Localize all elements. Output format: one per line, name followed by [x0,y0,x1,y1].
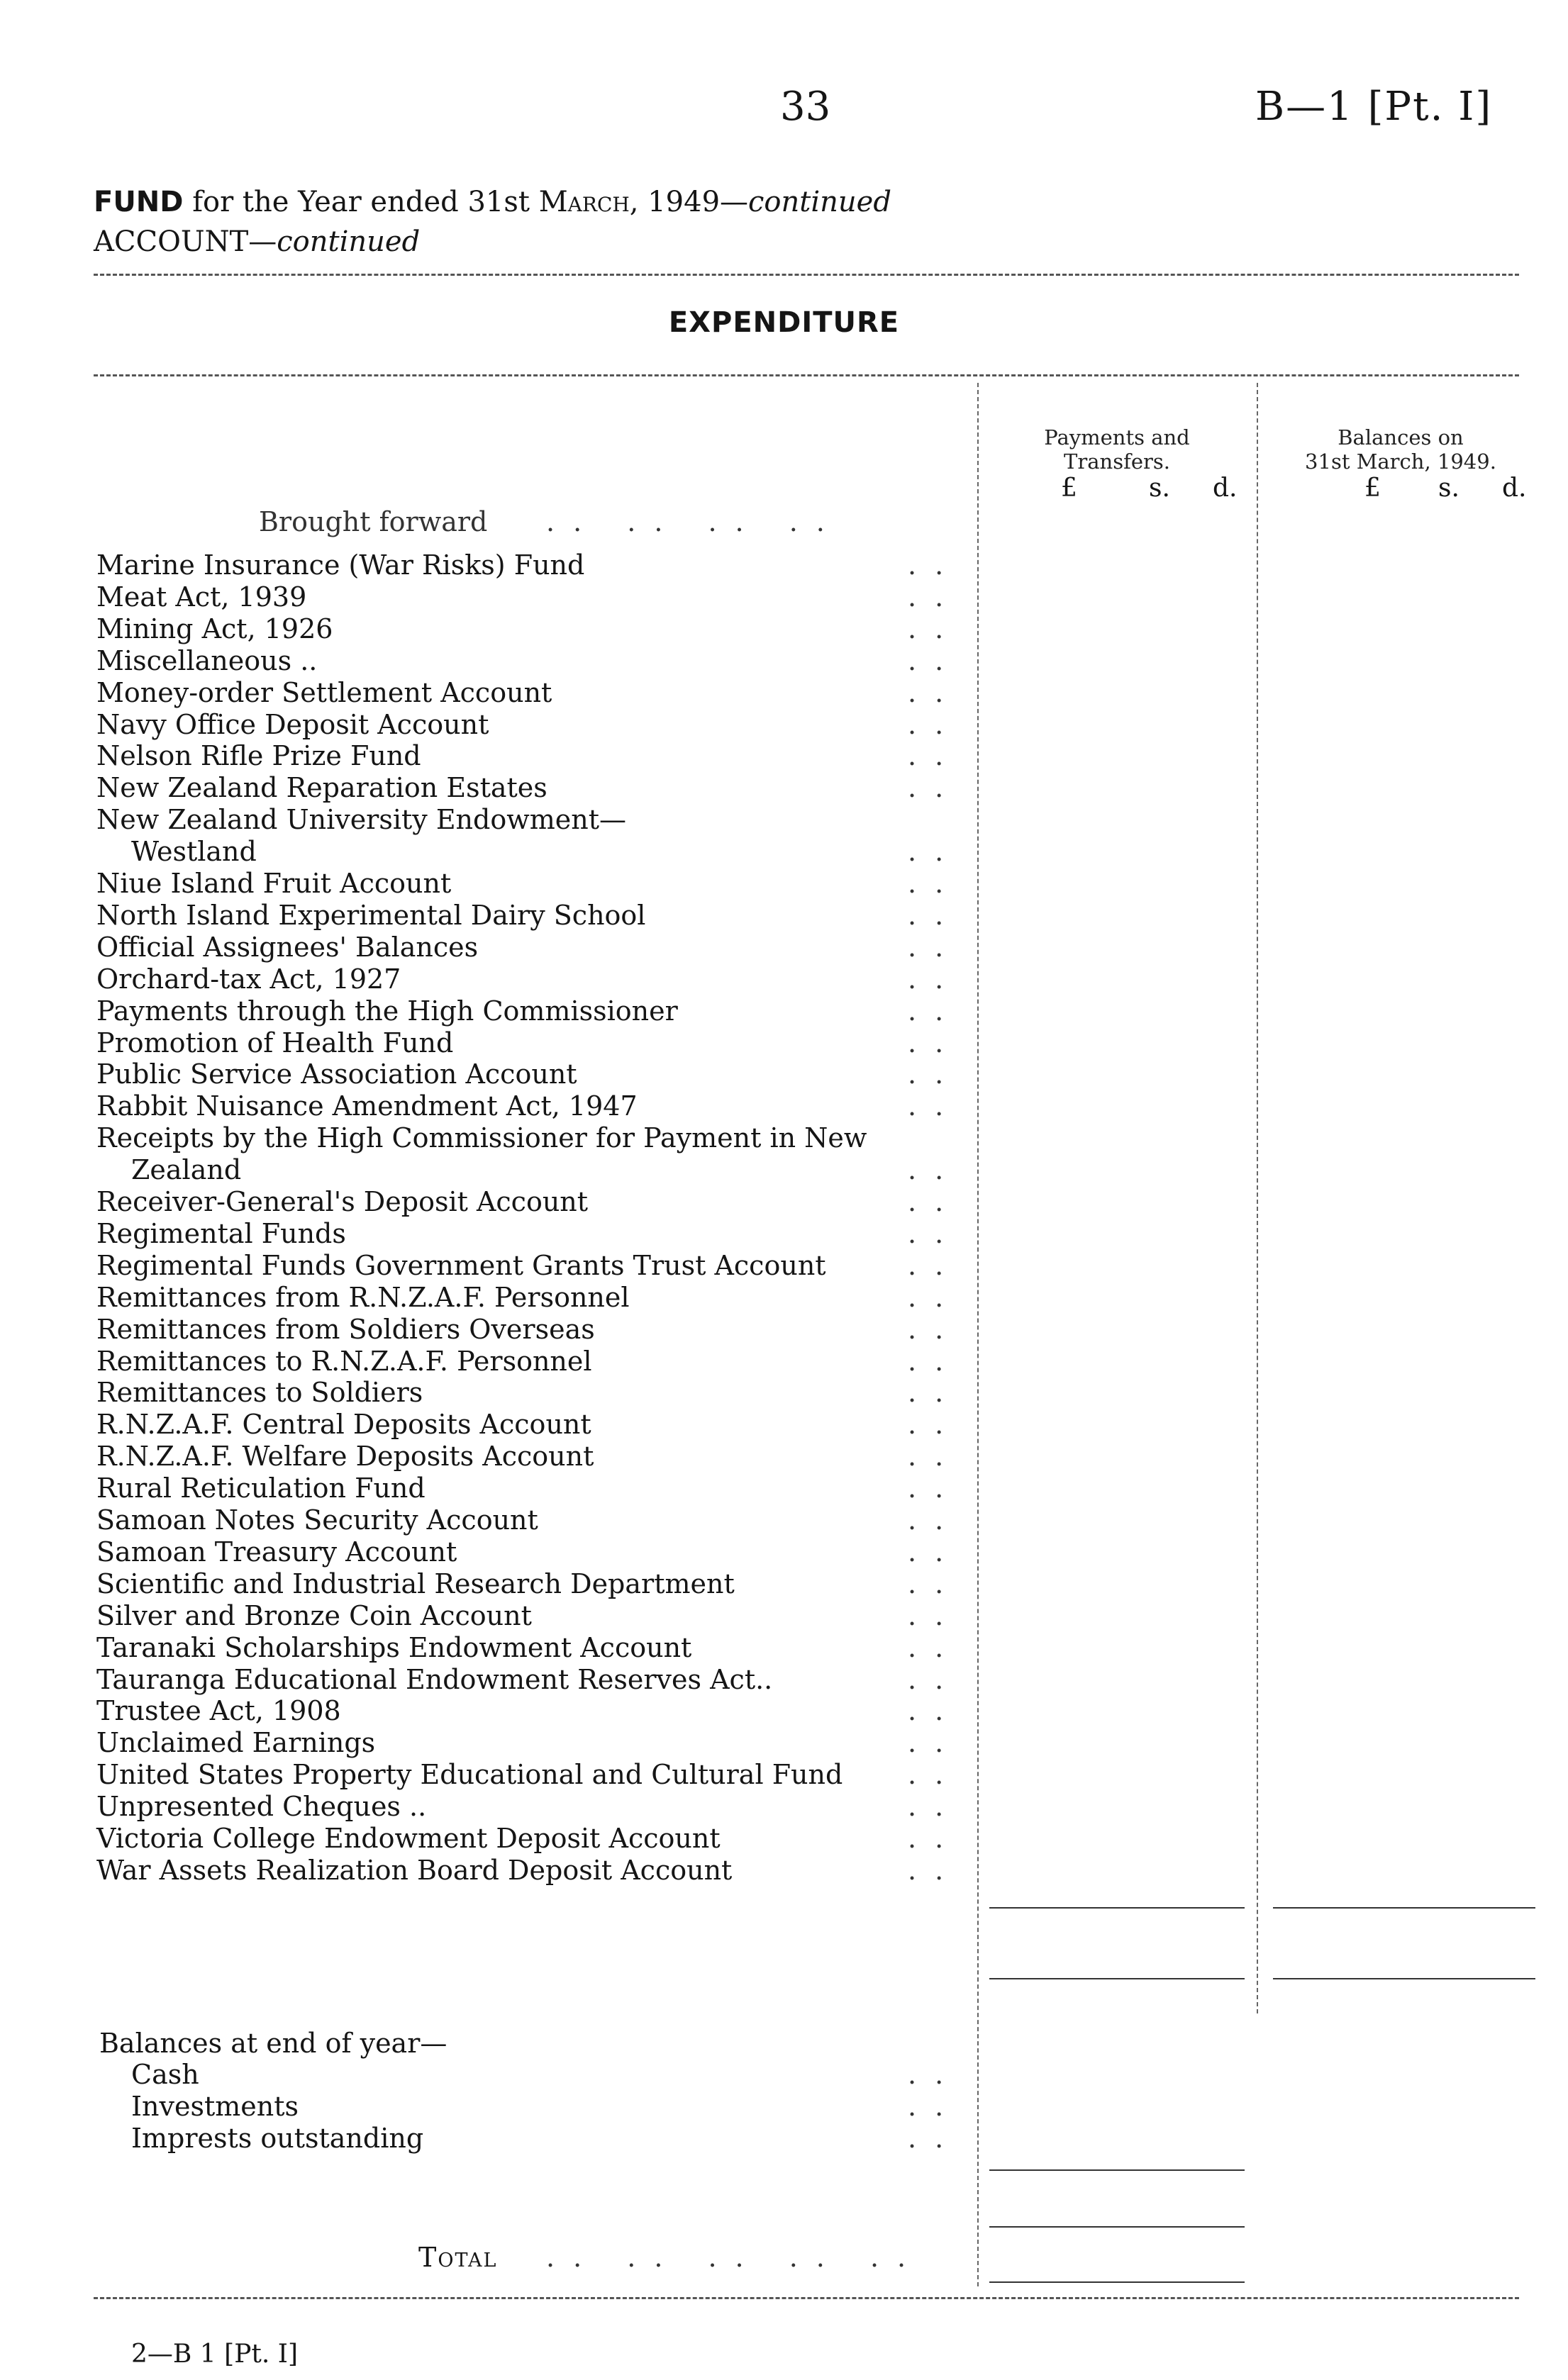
leader-dots: .. [908,1568,962,1599]
row-label: Remittances from Soldiers Overseas [96,1314,595,1345]
row-label: Victoria College Endowment Deposit Account [96,1823,721,1854]
total-label: Total [418,2242,498,2273]
fund-title-line: FUND for the Year ended 31st March, 1949—continued [94,186,891,218]
leader-dots: .. [908,900,962,931]
heading-rule [94,374,1519,376]
balances-subtotal-rule [1273,1907,1535,1909]
row-label: Zealand [131,1154,242,1185]
fund-word: FUND [94,186,184,218]
leader-dots: .. [908,1250,962,1281]
leader-dots: .. [908,1090,962,1122]
brought-forward-label: Brought forward [259,506,488,537]
row-label: R.N.Z.A.F. Welfare Deposits Account [96,1441,594,1472]
row-label: Remittances to Soldiers [96,1377,423,1408]
row-label: Receipts by the High Commissioner for Payment in New [96,1122,867,1153]
leader-dots: .. [908,932,962,963]
row-label: Money-order Settlement Account [96,677,552,708]
leader-dots: .. [908,677,962,708]
fund-continued: continued [748,186,891,218]
balances-pence-symbol: d. [1502,474,1527,503]
row-label: Miscellaneous .. [96,645,318,676]
page-number: 33 [780,84,831,130]
payments-column-header [989,425,1245,474]
row-label: Samoan Notes Security Account [96,1504,538,1536]
leader-dots: .. .. .. .. [546,506,843,537]
balances-pound-symbol: £ [1364,474,1381,503]
row-label: Cash [131,2059,199,2090]
leader-dots: .. [908,1186,962,1217]
leader-dots: .. [908,2091,962,2122]
row-label: New Zealand Reparation Estates [96,772,547,803]
row-label: New Zealand University Endowment— [96,804,627,835]
row-label: Rabbit Nuisance Amendment Act, 1947 [96,1090,638,1122]
leader-dots: .. [908,2123,962,2154]
leader-dots: .. [908,549,962,581]
leader-dots: .. [908,836,962,867]
row-label: Unclaimed Earnings [96,1727,376,1758]
leader-dots: .. [908,772,962,803]
leader-dots: .. [908,709,962,740]
row-label: Samoan Treasury Account [96,1536,457,1568]
balances-subtotal-rule-bottom [1273,1978,1535,1979]
payments-header-line2: Transfers. [1064,449,1170,474]
leader-dots: .. [908,1664,962,1695]
balances-column-header [1269,425,1532,474]
balances-subtotal-rule-top [989,2169,1245,2171]
section-reference: B—1 [Pt. I] [1255,84,1493,130]
total-rule-top [989,2226,1245,2228]
row-label: Investments [131,2091,299,2122]
leader-dots: .. [908,645,962,676]
row-label: R.N.Z.A.F. Central Deposits Account [96,1409,591,1440]
leader-dots: .. [908,1695,962,1726]
payments-header-line1: Payments and [1044,425,1190,449]
leader-dots: .. [908,1346,962,1377]
row-label: Imprests outstanding [131,2123,424,2154]
row-label: North Island Experimental Dairy School [96,900,646,931]
leader-dots: .. [908,1855,962,1886]
fund-year: 1949— [647,186,749,218]
row-label: Nelson Rifle Prize Fund [96,740,421,771]
balances-heading: Balances at end of year— [99,2028,447,2059]
leader-dots: .. [908,1791,962,1822]
leader-dots: .. [908,1441,962,1472]
leader-dots: .. [908,1058,962,1090]
leader-dots: .. [908,1823,962,1854]
column-divider-right [1257,383,1258,2013]
row-label: Tauranga Educational Endowment Reserves Act.. [96,1664,773,1695]
row-label: Promotion of Health Fund [96,1027,454,1058]
row-label: Receiver-General's Deposit Account [96,1186,589,1217]
payments-pence-symbol: d. [1213,474,1238,503]
row-label: Remittances to R.N.Z.A.F. Personnel [96,1346,592,1377]
leader-dots: .. [908,1314,962,1345]
fund-text: for the Year ended 31st [192,186,530,218]
leader-dots: .. [908,1409,962,1440]
row-label: Rural Reticulation Fund [96,1473,426,1504]
row-label: Marine Insurance (War Risks) Fund [96,549,585,581]
fund-month: March [538,186,630,218]
leader-dots: .. [908,1536,962,1568]
payments-subtotal-rule-bottom [989,1978,1245,1979]
leader-dots: .. [908,1218,962,1249]
row-label: Regimental Funds [96,1218,346,1249]
row-label: Payments through the High Commissioner [96,995,678,1027]
leader-dots: .. [908,1600,962,1631]
leader-dots: .. [908,1027,962,1058]
row-label: Navy Office Deposit Account [96,709,489,740]
footer-reference: 2—B 1 [Pt. I] [131,2340,299,2369]
row-label: Scientific and Industrial Research Department [96,1568,735,1599]
bottom-rule [94,2297,1519,2299]
leader-dots: .. [908,1473,962,1504]
leader-dots: .. .. .. .. .. [546,2242,925,2273]
row-label: Unpresented Cheques .. [96,1791,427,1822]
leader-dots: .. [908,995,962,1027]
leader-dots: .. [908,1727,962,1758]
leader-dots: .. [908,1154,962,1185]
row-label: Orchard-tax Act, 1927 [96,963,401,995]
row-label: Mining Act, 1926 [96,613,333,644]
leader-dots: .. [908,1377,962,1408]
row-label: Trustee Act, 1908 [96,1695,341,1726]
payments-pound-symbol: £ [1061,474,1077,503]
balances-header-line2: 31st March, 1949. [1305,449,1496,474]
balances-header-line1: Balances on [1338,425,1464,449]
leader-dots: .. [908,581,962,613]
balances-shillings-symbol: s. [1438,474,1459,503]
leader-dots: .. [908,740,962,771]
leader-dots: .. [908,1759,962,1790]
total-rule-bottom [989,2281,1245,2283]
leader-dots: .. [908,1632,962,1663]
expenditure-heading: EXPENDITURE [668,306,900,339]
row-label: Niue Island Fruit Account [96,868,452,899]
row-label: Remittances from R.N.Z.A.F. Personnel [96,1282,630,1313]
row-label: United States Property Educational and Cultural Fund [96,1759,843,1790]
top-rule [94,274,1519,276]
leader-dots: .. [908,1282,962,1313]
row-label: Silver and Bronze Coin Account [96,1600,532,1631]
row-label: Regimental Funds Government Grants Trust Account [96,1250,826,1281]
payments-shillings-symbol: s. [1149,474,1170,503]
column-divider-left [977,383,979,2286]
leader-dots: .. [908,1504,962,1536]
row-label: Official Assignees' Balances [96,932,479,963]
row-label: Westland [131,836,257,867]
row-label: Meat Act, 1939 [96,581,307,613]
account-word: ACCOUNT— [94,225,277,258]
row-label: War Assets Realization Board Deposit Account [96,1855,733,1886]
payments-subtotal-rule [989,1907,1245,1909]
row-label: Taranaki Scholarships Endowment Account [96,1632,692,1663]
leader-dots: .. [908,613,962,644]
leader-dots: .. [908,963,962,995]
account-title-line [94,225,420,258]
row-label: Public Service Association Account [96,1058,577,1090]
leader-dots: .. [908,868,962,899]
leader-dots: .. [908,2059,962,2090]
account-continued: continued [277,225,421,258]
